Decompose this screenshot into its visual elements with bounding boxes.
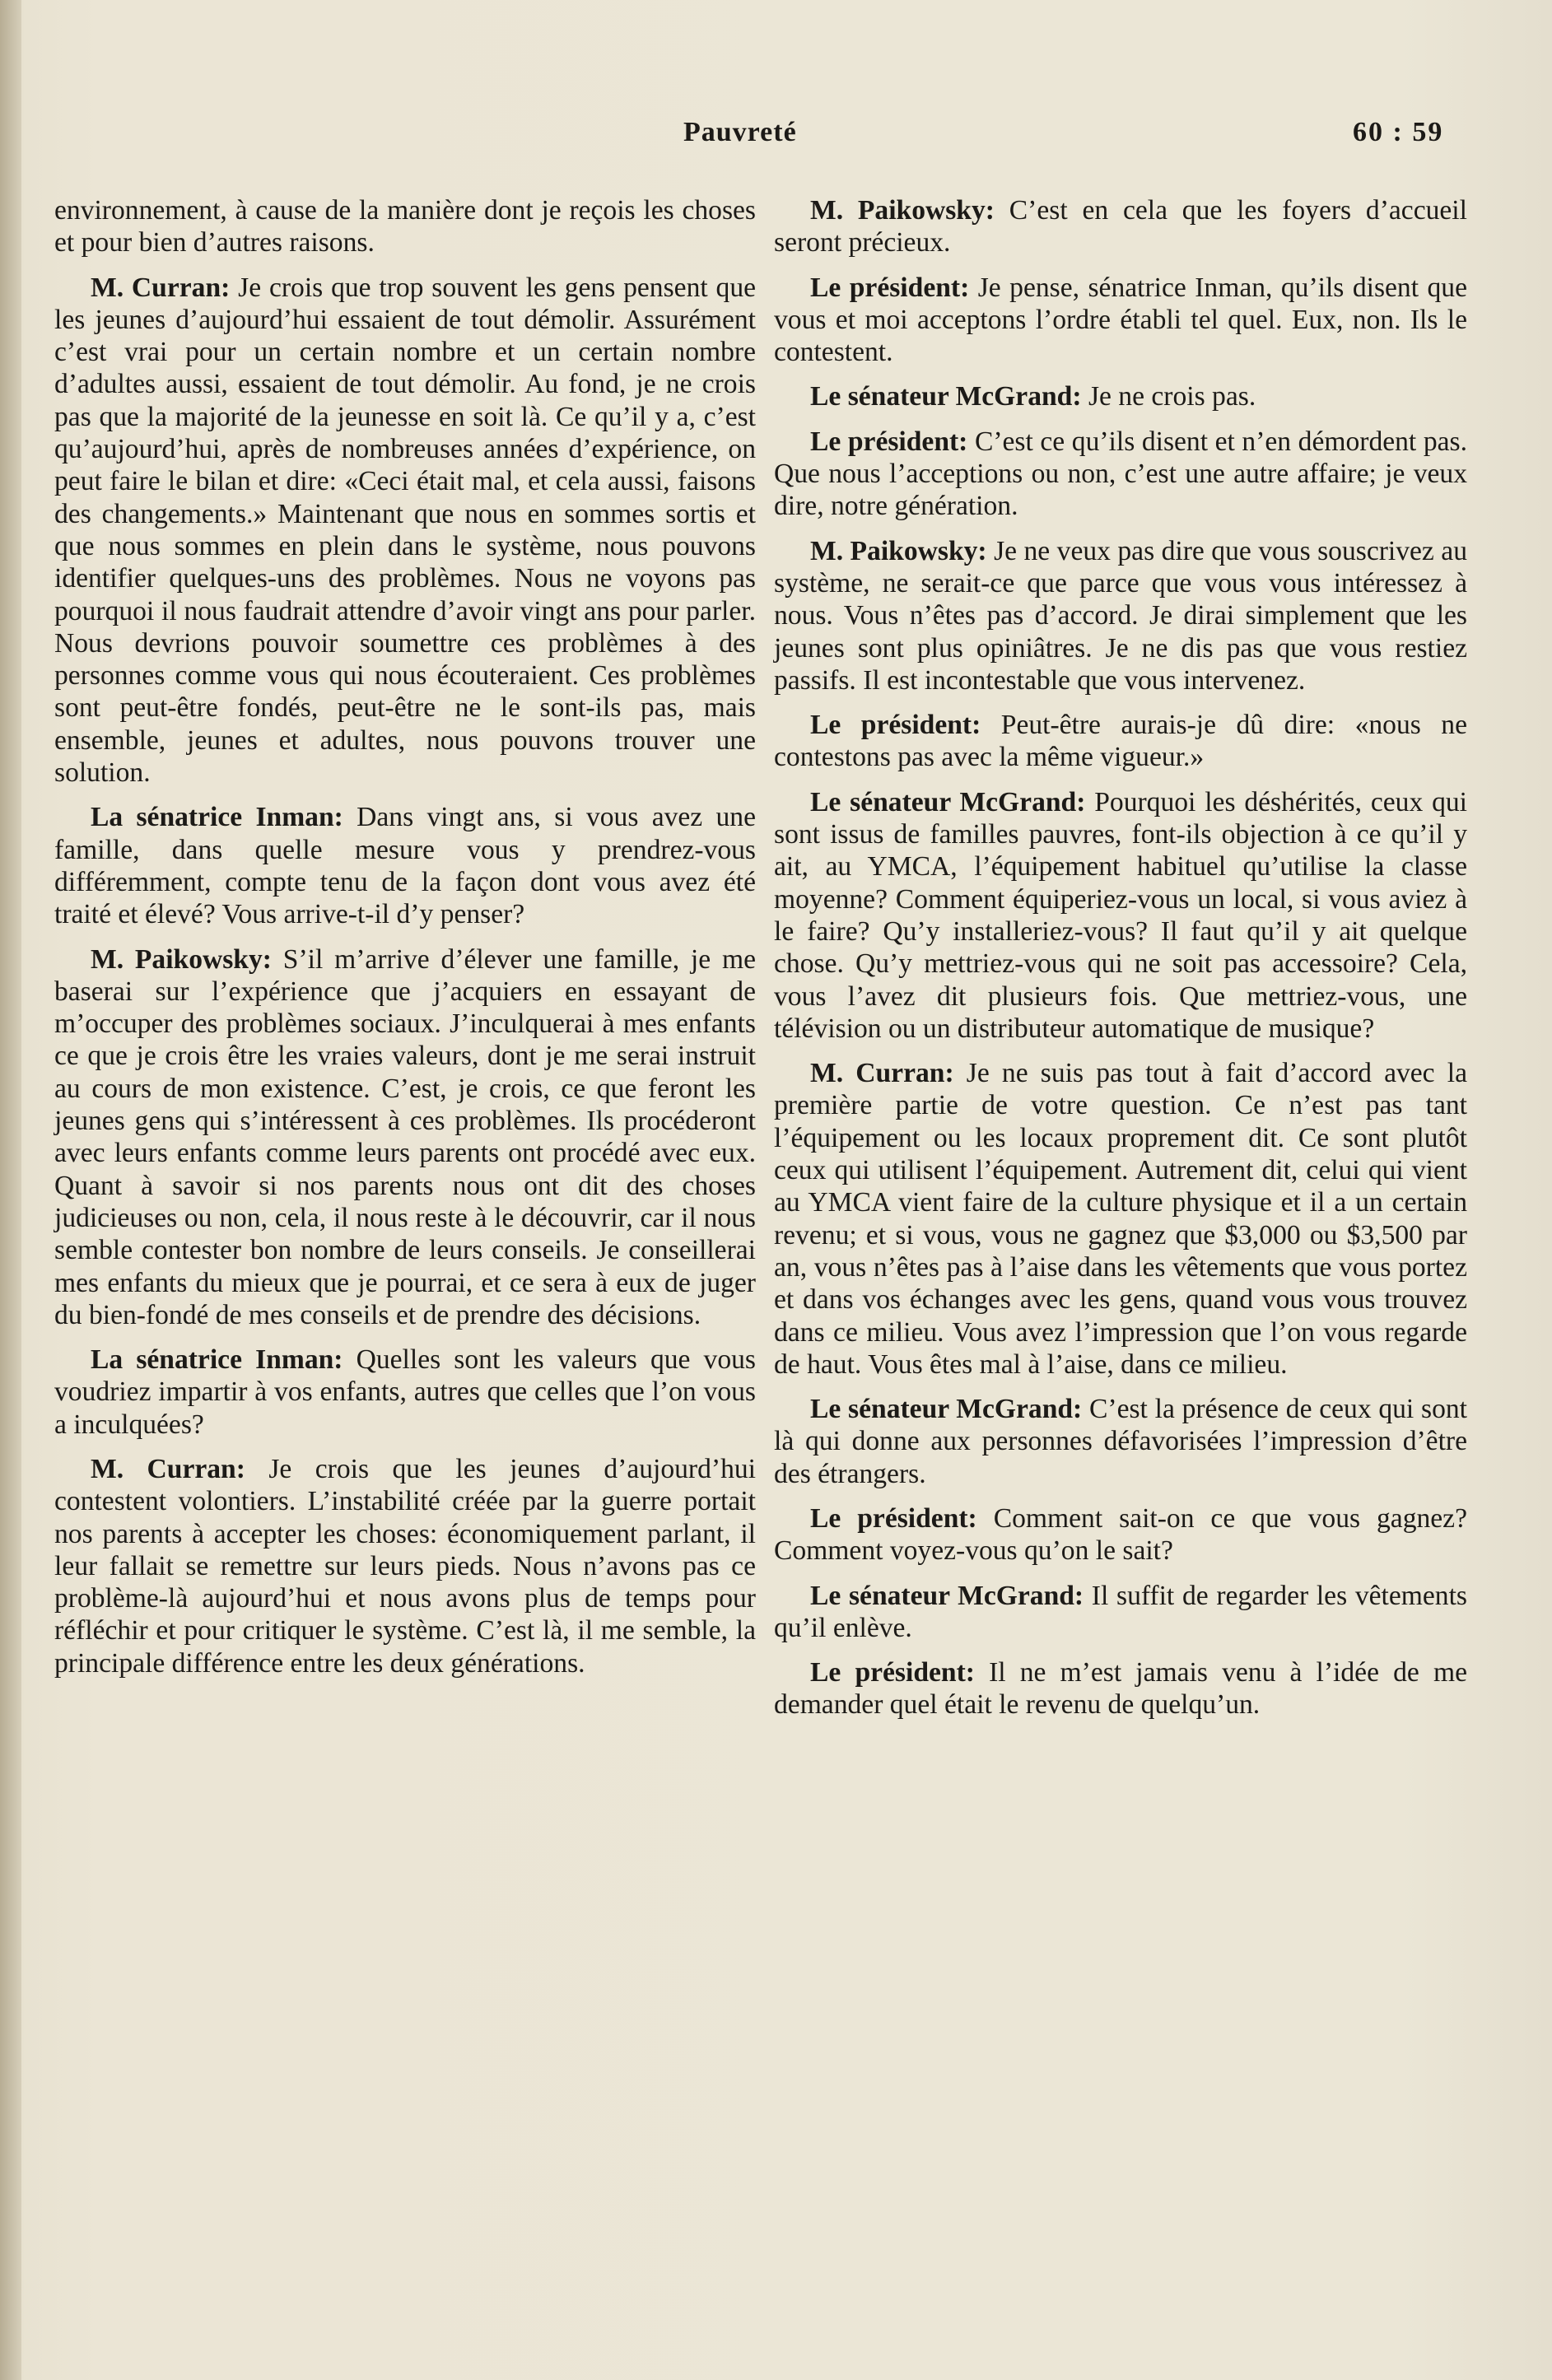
paragraph-text: Pourquoi les déshérités, ceux qui sont issus de familles pauvres, font-ils objection à ce qu’il y ait, au YMCA, l’équipement habituel qu’utilise la classe moyenne? Comment équiperiez-vous un local, si vous aviez à le faire? Qu’y installeriez-vous? Il faut qu’il y ait quelque chose. Qu’y mettriez-vous qui ne soit pas accessoire? Cela, vous l’avez dit plusieurs fois. Que mettriez-vous, une télévision ou un distributeur automatique de musique? [774,786,1467,1044]
speaker-name: M. Curran: [810,1058,954,1089]
speaker-name: Le président: [810,710,981,741]
paragraph [774,272,1467,369]
page-number: 60 : 59 [1353,117,1444,147]
speaker-name: Le président: [810,1657,975,1688]
paragraph-text: Je crois que les jeunes d’aujourd’hui contestent volontiers. L’instabilité créée par la guerre portait nos parents à accepter les choses: économiquement parlant, il leur fallait se remettre sur leurs pieds. Nous n’avons pas ce problème-là aujourd’hui et nous avons plus de temps pour réfléchir et pour critiquer le système. C’est là, il me semble, la principale différence entre les deux générations. [54,1453,756,1679]
speaker-name: M. Curran: [91,272,231,303]
speaker-name: La sénatrice Inman: [91,802,343,833]
running-title: Pauvreté [683,117,797,147]
paragraph-text: Je ne crois pas. [1088,381,1256,412]
speaker-name: Le président: [810,272,970,303]
speaker-name: M. Paikowsky: [91,943,272,975]
paragraph [774,1502,1467,1567]
paragraph [774,535,1467,696]
speaker-name: Le sénateur McGrand: [810,1394,1083,1425]
speaker-name: M. Paikowsky: [810,195,995,226]
speaker-name: La sénatrice Inman: [91,1344,343,1376]
paragraph [774,1580,1467,1645]
paragraph-text: Comment sait-on ce que vous gagnez? Comment voyez-vous qu’on le sait? [774,1502,1467,1567]
paragraph-text: Je crois que trop souvent les gens pensent que les jeunes d’aujourd’hui essaient de tout démolir. Assurément c’est vrai pour un certain nombre et un certain nombre d’adultes aussi, essaient de tout démolir. Au fond, je ne crois pas que la majorité de la jeunesse en soit là. Ce qu’il y a, c’est qu’aujourd’hui, après de nombreuses années d’expérience, on peut faire le bilan et dire: «Ceci était mal, et cela aussi, faisons des changements.» Maintenant que nous en sommes sortis et que nous sommes en plein dans le système, nous pouvons identifier quelques-uns des problèmes. Nous ne voyons pas pourquoi il nous faudrait attendre d’avoir vingt ans pour parler. Nous devrions pouvoir soumettre ces problèmes à des personnes comme vous qui nous écouteraient. Ces problèmes sont peut-être fondés, peut-être ne le sont-ils pas, mais ensemble, jeunes et adultes, nous pouvons trouver une solution. [54,272,757,789]
paragraph-text: S’il m’arrive d’élever une famille, je me baserai sur l’expérience que j’acquiers en essayant de m’occuper des problèmes sociaux. J’inculquerai à mes enfants ce que je crois être les vraies valeurs, dont je me serai instruit au cours de mon existence. C’est, je crois, ce que feront les jeunes gens qui s’intéressent à ces problèmes. Ils procéderont avec leurs enfants comme leurs parents ont procédé avec eux. Quant à savoir si nos parents nous ont dit des choses judicieuses ou non, cela, il nous reste à le découvrir, car il nous semble contester bon nombre de leurs conseils. Je conseillerai mes enfants du mieux que je pourrai, et ce sera à eux de juger du bien-fondé de mes conseils et de prendre des décisions. [54,943,756,1330]
speaker-name: Le président: [810,426,968,457]
paragraph-text: Il ne m’est jamais venu à l’idée de me demander quel était le revenu de quelqu’un. [774,1657,1467,1721]
paragraph-text: C’est en cela que les foyers d’accueil seront précieux. [774,195,1467,258]
speaker-name: Le sénateur McGrand: [810,1580,1084,1611]
paragraph-text: Dans vingt ans, si vous avez une famille, dans quelle mesure vous y prendrez-vous différemment, compte tenu de la façon dont vous avez été traité et élevé? Vous arrive-t-il d’y penser? [54,802,756,930]
book-spine-shadow [0,0,21,2380]
paragraph [774,786,1467,1045]
speaker-name: M. Paikowsky: [810,535,987,566]
paragraph [54,943,756,1332]
paragraph [54,1344,756,1441]
paragraph [774,709,1467,774]
speaker-name: Le président: [810,1502,977,1534]
speaker-name: Le sénateur McGrand: [810,786,1086,817]
paragraph-text: C’est ce qu’ils disent et n’en démordent pas. Que nous l’acceptions ou non, c’est une autre affaire; je veux dire, notre génération. [774,426,1467,522]
running-header [0,117,1552,158]
paragraph-text: environnement, à cause de la manière dont je reçois les choses et pour bien d’autres raisons. [54,195,756,258]
paragraph [54,272,756,789]
paragraph-text: Il suffit de regarder les vêtements qu’il enlève. [774,1580,1467,1643]
paragraph [774,380,1467,412]
paragraph [774,1057,1467,1381]
paragraph-text: Peut-être aurais-je dû dire: «nous ne contestons pas avec la même vigueur.» [774,710,1467,773]
paragraph [774,426,1467,523]
right-column [774,194,1467,1734]
speaker-name: Le sénateur McGrand: [810,381,1082,412]
paragraph-text: Je pense, sénatrice Inman, qu’ils disent que vous et moi acceptons l’ordre établi tel quel. Eux, non. Ils le contestent. [774,272,1467,368]
paragraph [54,801,756,930]
paragraph-text: Quelles sont les valeurs que vous voudriez impartir à vos enfants, autres que celles que l’on vous a inculquées? [54,1344,756,1440]
paragraph [774,1656,1467,1721]
speaker-name: M. Curran: [91,1453,245,1484]
paragraph-text: Je ne suis pas tout à fait d’accord avec la première partie de votre question. Ce n’est pas tant l’équipement ou les locaux proprement dit. Ce sont plutôt ceux qui utilisent l’équipement. Autrement dit, celui qui vient au YMCA vient faire de la culture physique et il a un certain revenu; et si vous, vous ne gagnez que $3,000 ou $3,500 par an, vous n’êtes pas à l’aise dans les vêtements que vous portez et dans vos échanges avec les gens, quand vous vous trouvez dans ce milieu. Vous avez l’impression que l’on vous regarde de haut. Vous êtes mal à l’aise, dans ce milieu. [774,1058,1467,1380]
paragraph [54,1453,756,1679]
paragraph [774,1393,1467,1490]
paragraph [774,194,1467,259]
paragraph-text: Je ne veux pas dire que vous souscrivez au système, ne serait-ce que parce que vous vous intéressez à nous. Vous n’êtes pas d’accord. Je dirai simplement que les jeunes sont plus opiniâtres. Je ne dis pas que vous restiez passifs. Il est incontestable que vous intervenez. [774,535,1467,696]
left-column [54,194,756,1692]
paragraph-text: C’est la présence de ceux qui sont là qui donne aux personnes défavorisées l’impression d’être des étrangers. [774,1394,1467,1489]
paragraph [54,194,756,259]
